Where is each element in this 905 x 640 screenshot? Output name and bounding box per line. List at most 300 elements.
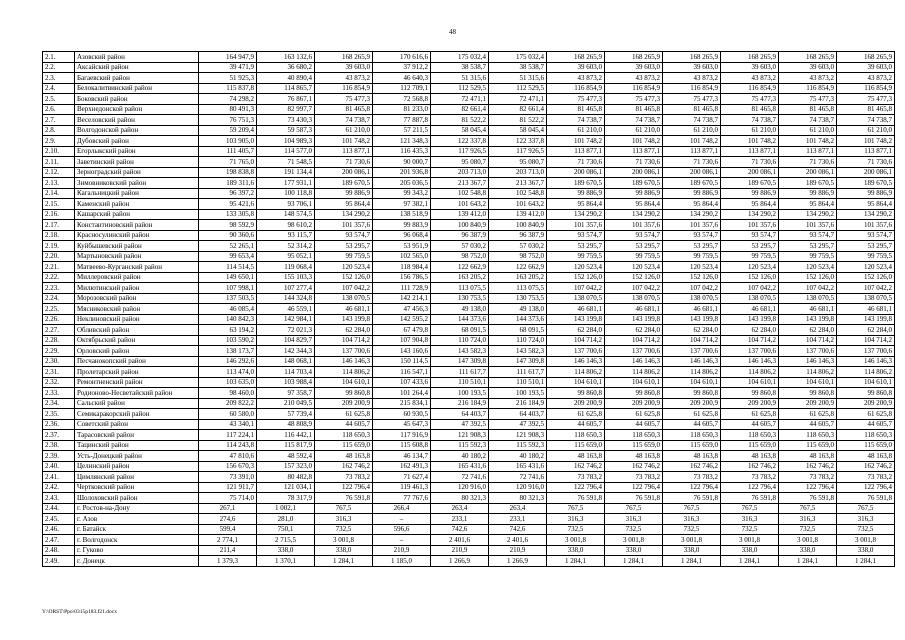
value-cell: 115 659,0 — [837, 440, 895, 451]
value-cell: 767,5 — [547, 503, 605, 514]
value-cell: 43 873,2 — [315, 73, 373, 84]
value-cell: 116 854,9 — [547, 83, 605, 94]
value-cell: 122 796,4 — [605, 482, 663, 493]
table-row — [43, 461, 895, 472]
table-row — [43, 251, 895, 262]
value-cell: 122 662,9 — [489, 262, 547, 273]
value-cell: 201 936,8 — [373, 167, 431, 178]
value-cell: 266,4 — [373, 503, 431, 514]
district-name-cell: Мясниковский район — [75, 304, 199, 315]
value-cell: 61 210,0 — [605, 125, 663, 136]
district-name-cell: Шолоховский район — [75, 493, 199, 504]
value-cell: 101 643,2 — [489, 199, 547, 210]
value-cell: 67 479,8 — [373, 325, 431, 336]
value-cell: 200 086,1 — [547, 167, 605, 178]
value-cell: 216 184,9 — [431, 398, 489, 409]
value-cell: 73 783,2 — [315, 472, 373, 483]
value-cell: 72 741,6 — [489, 472, 547, 483]
table-row — [43, 451, 895, 462]
value-cell: 137 700,6 — [605, 346, 663, 357]
value-cell: 114 806,2 — [315, 367, 373, 378]
value-cell: 101 748,2 — [547, 136, 605, 147]
value-cell: 78 317,9 — [257, 493, 315, 504]
row-number-cell: 2.27. — [43, 325, 75, 336]
value-cell: 3 001,8 — [779, 535, 837, 546]
value-cell: 767,5 — [721, 503, 779, 514]
value-cell: 134 290,2 — [779, 209, 837, 220]
value-cell: 44 605,7 — [315, 419, 373, 430]
value-cell: 137 700,6 — [837, 346, 895, 357]
value-cell: 63 194,2 — [199, 325, 257, 336]
value-cell: 99 886,9 — [315, 188, 373, 199]
value-cell: 162 746,2 — [779, 461, 837, 472]
value-cell: 95 864,4 — [779, 199, 837, 210]
row-number-cell: 2.10. — [43, 146, 75, 157]
value-cell: 76 591,8 — [547, 493, 605, 504]
value-cell: 146 146,3 — [779, 356, 837, 367]
district-name-cell: Усть-Донецкий район — [75, 451, 199, 462]
value-cell: 107 904,8 — [373, 335, 431, 346]
value-cell: 157 323,0 — [257, 461, 315, 472]
value-cell: 39 603,0 — [605, 62, 663, 73]
value-cell: 122 662,9 — [431, 262, 489, 273]
value-cell: 113 877,1 — [837, 146, 895, 157]
value-cell: 73 783,2 — [663, 472, 721, 483]
value-cell: 116 854,9 — [315, 83, 373, 94]
value-cell: 147 309,8 — [431, 356, 489, 367]
value-cell: 189 670,5 — [315, 178, 373, 189]
table-row — [43, 524, 895, 535]
value-cell: 117 926,5 — [431, 146, 489, 157]
district-name-cell: г. Азов — [75, 514, 199, 525]
value-cell: 111 617,7 — [489, 367, 547, 378]
value-cell: 74 738,7 — [663, 115, 721, 126]
value-cell: 61 625,8 — [779, 409, 837, 420]
value-cell: 107 042,2 — [605, 283, 663, 294]
value-cell: 81 465,8 — [779, 104, 837, 115]
value-cell: 80 321,3 — [489, 493, 547, 504]
table-row — [43, 104, 895, 115]
value-cell: 316,3 — [547, 514, 605, 525]
value-cell: 75 477,3 — [547, 94, 605, 105]
value-cell: 121 911,7 — [199, 482, 257, 493]
value-cell: 82 997,7 — [257, 104, 315, 115]
row-number-cell: 2.34. — [43, 398, 75, 409]
value-cell: 152 126,0 — [315, 272, 373, 283]
value-cell: 99 886,9 — [663, 188, 721, 199]
value-cell: 767,5 — [663, 503, 721, 514]
value-cell: 77 887,8 — [373, 115, 431, 126]
value-cell: 165 431,6 — [431, 461, 489, 472]
value-cell: – — [373, 535, 431, 546]
value-cell: 75 477,3 — [721, 94, 779, 105]
table-row — [43, 377, 895, 388]
value-cell: 81 465,8 — [315, 104, 373, 115]
district-name-cell: Зимовниковский район — [75, 178, 199, 189]
value-cell: – — [373, 514, 431, 525]
value-cell: 110 510,1 — [431, 377, 489, 388]
value-cell: 93 574,7 — [721, 230, 779, 241]
value-cell: 53 295,7 — [837, 241, 895, 252]
value-cell: 95 864,4 — [605, 199, 663, 210]
row-number-cell: 2.22. — [43, 272, 75, 283]
budget-table — [42, 51, 895, 567]
value-cell: 73 783,2 — [547, 472, 605, 483]
value-cell: 74 738,7 — [605, 115, 663, 126]
value-cell: 134 290,2 — [721, 209, 779, 220]
district-name-cell: Верхнедонской район — [75, 104, 199, 115]
value-cell: 61 210,0 — [547, 125, 605, 136]
value-cell: 81 233,0 — [373, 104, 431, 115]
district-name-cell: Песчанокопский район — [75, 356, 199, 367]
value-cell: 102 565,0 — [373, 251, 431, 262]
value-cell: 43 873,2 — [721, 73, 779, 84]
row-number-cell: 2.40. — [43, 461, 75, 472]
value-cell: 102 548,8 — [489, 188, 547, 199]
table-row — [43, 62, 895, 73]
value-cell: 316,3 — [779, 514, 837, 525]
value-cell: 44 605,7 — [547, 419, 605, 430]
value-cell: 97 358,7 — [257, 388, 315, 399]
value-cell: 114 806,2 — [663, 367, 721, 378]
value-cell: 119 461,3 — [373, 482, 431, 493]
value-cell: 115 659,0 — [663, 440, 721, 451]
value-cell: 61 625,8 — [721, 409, 779, 420]
value-cell: 36 680,2 — [257, 62, 315, 73]
value-cell: 117 916,9 — [373, 430, 431, 441]
district-name-cell: Октябрьский район — [75, 335, 199, 346]
value-cell: 146 146,3 — [663, 356, 721, 367]
value-cell: 71 730,6 — [605, 157, 663, 168]
value-cell: 97 382,1 — [373, 199, 431, 210]
row-number-cell: 2.7. — [43, 115, 75, 126]
value-cell: 98 610,2 — [257, 220, 315, 231]
value-cell: 732,5 — [779, 524, 837, 535]
value-cell: 48 592,4 — [257, 451, 315, 462]
value-cell: 99 759,5 — [779, 251, 837, 262]
value-cell: 191 134,4 — [257, 167, 315, 178]
value-cell: 1 284,1 — [663, 556, 721, 567]
value-cell: 156 786,5 — [373, 272, 431, 283]
value-cell: 61 625,8 — [663, 409, 721, 420]
table-row — [43, 293, 895, 304]
value-cell: 112 709,1 — [373, 83, 431, 94]
value-cell: 57 030,2 — [431, 241, 489, 252]
value-cell: 76 591,8 — [605, 493, 663, 504]
value-cell: 113 877,1 — [721, 146, 779, 157]
value-cell: 113 877,1 — [547, 146, 605, 157]
value-cell: 134 290,2 — [663, 209, 721, 220]
value-cell: 3 001,8 — [547, 535, 605, 546]
row-number-cell: 2.26. — [43, 314, 75, 325]
value-cell: 115 592,3 — [489, 440, 547, 451]
value-cell: 143 582,3 — [431, 346, 489, 357]
row-number-cell: 2.49. — [43, 556, 75, 567]
value-cell: 101 357,6 — [837, 220, 895, 231]
row-number-cell: 2.28. — [43, 335, 75, 346]
table-row — [43, 388, 895, 399]
value-cell: 144 324,8 — [257, 293, 315, 304]
value-cell: 104 989,3 — [257, 136, 315, 147]
value-cell: 99 860,8 — [315, 388, 373, 399]
value-cell: 116 442,1 — [257, 430, 315, 441]
value-cell: 39 603,0 — [547, 62, 605, 73]
value-cell: 73 783,2 — [779, 472, 837, 483]
table-row — [43, 220, 895, 231]
value-cell: 150 114,5 — [373, 356, 431, 367]
value-cell: 139 412,0 — [431, 209, 489, 220]
value-cell: 114 865,7 — [257, 83, 315, 94]
row-number-cell: 2.15. — [43, 199, 75, 210]
value-cell: 122 796,4 — [779, 482, 837, 493]
value-cell: 107 042,2 — [315, 283, 373, 294]
value-cell: 61 210,0 — [315, 125, 373, 136]
district-name-cell: Кагальницкий район — [75, 188, 199, 199]
value-cell: 146 146,3 — [547, 356, 605, 367]
value-cell: 152 126,0 — [779, 272, 837, 283]
value-cell: 114 806,2 — [721, 367, 779, 378]
value-cell: 177 931,1 — [257, 178, 315, 189]
value-cell: 102 548,8 — [431, 188, 489, 199]
value-cell: 122 796,4 — [721, 482, 779, 493]
district-name-cell: Чертковский район — [75, 482, 199, 493]
district-name-cell: Белокалитвинский район — [75, 83, 199, 94]
value-cell: 316,3 — [663, 514, 721, 525]
value-cell: 215 834,1 — [373, 398, 431, 409]
value-cell: 39 603,0 — [721, 62, 779, 73]
value-cell: 200 086,1 — [837, 167, 895, 178]
district-name-cell: Егорлыкский район — [75, 146, 199, 157]
table-row — [43, 146, 895, 157]
value-cell: 90 000,7 — [373, 157, 431, 168]
value-cell: 113 474,0 — [199, 367, 257, 378]
table-row — [43, 73, 895, 84]
value-cell: 64 403,7 — [489, 409, 547, 420]
value-cell: 213 367,7 — [489, 178, 547, 189]
value-cell: 99 759,5 — [547, 251, 605, 262]
value-cell: 134 290,2 — [315, 209, 373, 220]
value-cell: 162 746,2 — [547, 461, 605, 472]
value-cell: 122 796,4 — [837, 482, 895, 493]
value-cell: 101 357,6 — [721, 220, 779, 231]
value-cell: 99 860,8 — [663, 388, 721, 399]
value-cell: 101 357,6 — [779, 220, 837, 231]
value-cell: 767,5 — [779, 503, 837, 514]
value-cell: 53 295,7 — [663, 241, 721, 252]
value-cell: 99 886,9 — [779, 188, 837, 199]
value-cell: 137 700,6 — [315, 346, 373, 357]
value-cell: 53 295,7 — [315, 241, 373, 252]
row-number-cell: 2.16. — [43, 209, 75, 220]
value-cell: 139 412,0 — [489, 209, 547, 220]
value-cell: 81 465,8 — [663, 104, 721, 115]
value-cell: 138 518,9 — [373, 209, 431, 220]
value-cell: 76 591,8 — [779, 493, 837, 504]
value-cell: 146 146,3 — [315, 356, 373, 367]
row-number-cell: 2.30. — [43, 356, 75, 367]
district-name-cell: Дубовский район — [75, 136, 199, 147]
value-cell: 71 730,6 — [315, 157, 373, 168]
value-cell: 116 854,9 — [605, 83, 663, 94]
value-cell: 163 132,6 — [257, 52, 315, 63]
value-cell: 39 603,0 — [315, 62, 373, 73]
value-cell: 100 193,5 — [431, 388, 489, 399]
value-cell: 46 640,3 — [373, 73, 431, 84]
value-cell: 107 042,2 — [779, 283, 837, 294]
value-cell: 146 146,3 — [721, 356, 779, 367]
district-name-cell: Неклиновский район — [75, 314, 199, 325]
value-cell: 60 930,5 — [373, 409, 431, 420]
district-name-cell: Азовский район — [75, 52, 199, 63]
value-cell: 316,3 — [721, 514, 779, 525]
district-name-cell: Волгодонской район — [75, 125, 199, 136]
value-cell: 118 650,3 — [721, 430, 779, 441]
value-cell: 99 759,5 — [663, 251, 721, 262]
value-cell: 146 146,3 — [605, 356, 663, 367]
value-cell: 71 627,4 — [373, 472, 431, 483]
district-name-cell: Советский район — [75, 419, 199, 430]
value-cell: 39 471,9 — [199, 62, 257, 73]
value-cell: 120 523,4 — [663, 262, 721, 273]
value-cell: 767,5 — [315, 503, 373, 514]
value-cell: 138 173,7 — [199, 346, 257, 357]
value-cell: 74 738,7 — [837, 115, 895, 126]
value-cell: 338,0 — [315, 545, 373, 556]
district-name-cell: Кашарский район — [75, 209, 199, 220]
value-cell: 82 661,4 — [431, 104, 489, 115]
value-cell: 76 591,8 — [663, 493, 721, 504]
value-cell: 74 738,7 — [779, 115, 837, 126]
district-name-cell: Аксайский район — [75, 62, 199, 73]
value-cell: 143 199,8 — [837, 314, 895, 325]
value-cell: 200 086,1 — [779, 167, 837, 178]
value-cell: 163 205,2 — [431, 272, 489, 283]
value-cell: 71 765,0 — [199, 157, 257, 168]
value-cell: 189 670,5 — [547, 178, 605, 189]
table-row — [43, 272, 895, 283]
value-cell: 59 209,4 — [199, 125, 257, 136]
value-cell: 37 912,2 — [373, 62, 431, 73]
value-cell: 118 650,3 — [837, 430, 895, 441]
table-row — [43, 262, 895, 273]
value-cell: 52 314,2 — [257, 241, 315, 252]
value-cell: 130 753,5 — [431, 293, 489, 304]
value-cell: 120 523,4 — [837, 262, 895, 273]
value-cell: 596,6 — [373, 524, 431, 535]
value-cell: 104 610,1 — [315, 377, 373, 388]
row-number-cell: 2.42. — [43, 482, 75, 493]
value-cell: 2 774,1 — [199, 535, 257, 546]
table-row — [43, 304, 895, 315]
district-name-cell: Ремонтненский район — [75, 377, 199, 388]
value-cell: 111 728,9 — [373, 283, 431, 294]
value-cell: 338,0 — [663, 545, 721, 556]
value-cell: 118 650,3 — [779, 430, 837, 441]
value-cell: 175 032,4 — [489, 52, 547, 63]
value-cell: 101 357,6 — [605, 220, 663, 231]
value-cell: 147 309,8 — [489, 356, 547, 367]
district-name-cell: г. Батайск — [75, 524, 199, 535]
value-cell: 732,5 — [721, 524, 779, 535]
value-cell: 81 522,2 — [489, 115, 547, 126]
value-cell: 117 224,1 — [199, 430, 257, 441]
table-row — [43, 356, 895, 367]
value-cell: 116 854,9 — [779, 83, 837, 94]
value-cell: 338,0 — [721, 545, 779, 556]
value-cell: 168 265,9 — [721, 52, 779, 63]
file-path-footer: Y:\ORST\Ppo\0315p183.f21.docx — [42, 609, 117, 615]
value-cell: 99 759,5 — [315, 251, 373, 262]
value-cell: 3 001,8 — [315, 535, 373, 546]
value-cell: 101 264,4 — [373, 388, 431, 399]
row-number-cell: 2.3. — [43, 73, 75, 84]
value-cell: 43 873,2 — [837, 73, 895, 84]
value-cell: 233,1 — [431, 514, 489, 525]
row-number-cell: 2.4. — [43, 83, 75, 94]
row-number-cell: 2.43. — [43, 493, 75, 504]
value-cell: 203 713,0 — [489, 167, 547, 178]
value-cell: 46 681,1 — [721, 304, 779, 315]
value-cell: 81 465,8 — [721, 104, 779, 115]
value-cell: 155 103,3 — [257, 272, 315, 283]
value-cell: 114 703,4 — [257, 367, 315, 378]
table-row — [43, 398, 895, 409]
table-row — [43, 94, 895, 105]
value-cell: 104 610,1 — [779, 377, 837, 388]
value-cell: 104 714,2 — [663, 335, 721, 346]
value-cell: 46 085,4 — [199, 304, 257, 315]
value-cell: 281,0 — [257, 514, 315, 525]
row-number-cell: 2.44. — [43, 503, 75, 514]
value-cell: 115 659,0 — [605, 440, 663, 451]
value-cell: 146 146,3 — [837, 356, 895, 367]
value-cell: 113 877,1 — [779, 146, 837, 157]
value-cell: 80 482,8 — [257, 472, 315, 483]
value-cell: 175 032,4 — [431, 52, 489, 63]
row-number-cell: 2.1. — [43, 52, 75, 63]
value-cell: 43 873,2 — [663, 73, 721, 84]
value-cell: 148 068,1 — [257, 356, 315, 367]
value-cell: 114 514,5 — [199, 262, 257, 273]
value-cell: 72 021,3 — [257, 325, 315, 336]
district-name-cell: Обливский район — [75, 325, 199, 336]
row-number-cell: 2.31. — [43, 367, 75, 378]
district-name-cell: Милютинский район — [75, 283, 199, 294]
row-number-cell: 2.2. — [43, 62, 75, 73]
value-cell: 62 284,0 — [605, 325, 663, 336]
value-cell: 112 529,5 — [431, 83, 489, 94]
value-cell: 90 360,6 — [199, 230, 257, 241]
district-name-cell: Миллеровский район — [75, 272, 199, 283]
value-cell: 198 838,8 — [199, 167, 257, 178]
value-cell: 113 075,5 — [489, 283, 547, 294]
value-cell: 103 590,2 — [199, 335, 257, 346]
value-cell: 116 854,9 — [837, 83, 895, 94]
value-cell: 121 908,3 — [431, 430, 489, 441]
value-cell: 168 265,9 — [315, 52, 373, 63]
district-name-cell: Боковский район — [75, 94, 199, 105]
value-cell: 95 052,1 — [257, 251, 315, 262]
value-cell: 112 529,5 — [489, 83, 547, 94]
district-name-cell: Мартыновский район — [75, 251, 199, 262]
district-name-cell: Целинский район — [75, 461, 199, 472]
district-name-cell: Морозовский район — [75, 293, 199, 304]
row-number-cell: 2.45. — [43, 514, 75, 525]
table-row — [43, 503, 895, 514]
value-cell: 51 925,3 — [199, 73, 257, 84]
value-cell: 95 864,4 — [721, 199, 779, 210]
value-cell: 200 086,1 — [315, 167, 373, 178]
